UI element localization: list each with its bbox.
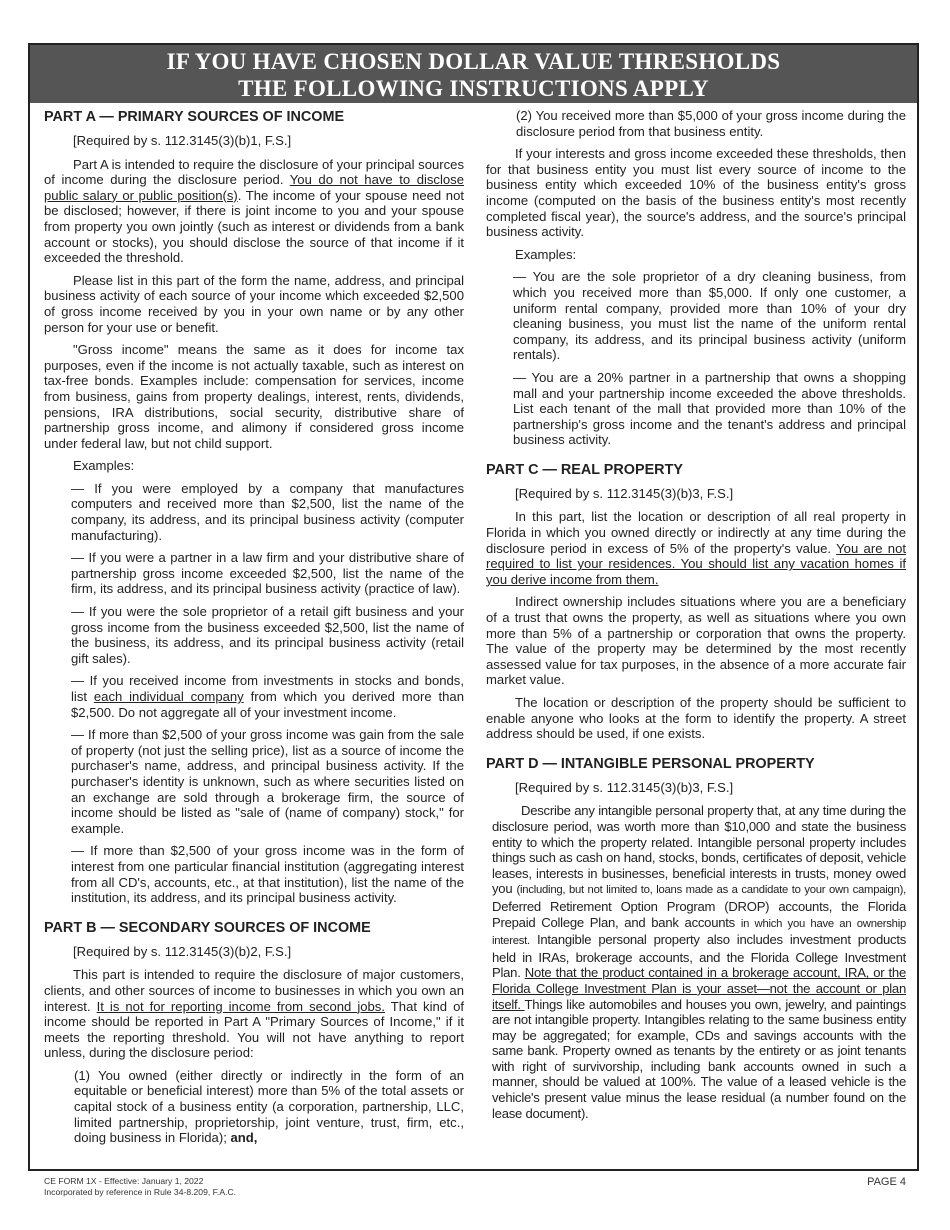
- part-d-paragraph: Describe any intangible personal property that, at any time during the disclosure period, was worth more than $10,000 and state the business entity to which the property related. Intangible personal property includes things such as cash on hand, stocks, bonds, certificates of deposit, vehicle leases, interests in businesses, beneficial interests in trusts, money owed you (including, but not limited to, loans made as a candidate to your own campaign), Deferred Retirement Option Program (DROP) accounts, the Florida Prepaid College Plan, and bank accounts in which you have an ownership interest. Intangible personal property also includes investment products held in IRAs, brokerage accounts, and the Florida College Investment Plan. Note that the product contained in a brokerage account, IRA, or the Florida College Investment Plan is your asset—not the account or plan itself. Things like automobiles and houses you own, jewelry, and paintings are not intangible property. Intangibles relating to the same business entity may be aggregated; for example, CDs and savings accounts with the same bank. Property owned as tenants by the entirety or as joint tenants with right of survivorship, including bank accounts owned in such a manner, should be valued at 100%. The value of a leased vehicle is the vehicle's present value minus the lease residual (a number found on the lease document).: [492, 803, 906, 1121]
- part-c-required: [Required by s. 112.3145(3)(b)3, F.S.]: [515, 485, 734, 501]
- part-a-example-6: — If more than $2,500 of your gross income was in the form of interest from one particular financial institution (aggregating interest from all CD's, accounts, etc., at that institution), list the name of the institution, its address, and its principal business activity.: [71, 843, 464, 906]
- instructions-banner: [30, 45, 917, 103]
- part-a-examples-label: Examples:: [73, 458, 135, 474]
- part-c-paragraph-3: The location or description of the property should be sufficient to enable anyone who looks at the form to identify the property. A street address should be used, if one exists.: [486, 695, 906, 742]
- form-footer: [44, 1176, 236, 1198]
- part-a-example-4: — If you received income from investments in stocks and bonds, list each individual company from which you derived more than $2,500. Do not aggregate all of your investment income.: [71, 673, 464, 720]
- page-number: PAGE 4: [867, 1176, 906, 1188]
- part-b-paragraph-2: If your interests and gross income exceeded these thresholds, then for that business entity you must list every source of income to the business entity which exceeded 10% of the business entity's gross income (computed on the basis of the business entity's most recently completed fiscal year), the source's address, and the source's principal business activity.: [486, 146, 906, 240]
- part-c-paragraph-2: Indirect ownership includes situations where you are a beneficiary of a trust that owns the property, as well as situations where you own more than 5% of a partnership or corporation that owns the property. The value of the property may be determined by the most recently assessed value for tax purposes, in the absence of a more accurate fair market value.: [486, 594, 906, 688]
- part-c-paragraph-1: In this part, list the location or description of all real property in Florida in which you owned directly or indirectly at any time during the disclosure period in excess of 5% of the property's value. You are not required to list your residences. You should list any vacation homes if you derive income from them.: [486, 509, 907, 587]
- part-a-paragraph-1: Part A is intended to require the disclosure of your principal sources of income during the disclosure period. You do not have to disclose public salary or public position(s). The income of your spouse need not be disclosed; however, if there is joint income to you and your spouse from property you own jointly (such as interest or dividends from a bank account or stocks), you should disclose the source of that income if it exceeded the threshold.: [44, 156, 465, 266]
- part-b-item-1: (1) You owned (either directly or indirectly in the form of an equitable or beneficial interest) more than 5% of the total assets or capital stock of a business entity (a corporation, partnership, LLC, limited partnership, proprietorship, joint venture, trust, firm, etc., doing business in Florida); and,: [74, 1067, 464, 1146]
- part-b-required: [Required by s. 112.3145(3)(b)2, F.S.]: [73, 943, 292, 959]
- part-a-example-1: — If you were employed by a company that manufactures computers and received more than $2,500, list the name of the company, its address, and its principal business activity (computer manufacturing).: [71, 480, 464, 543]
- part-a-heading: PART A — PRIMARY SOURCES OF INCOME: [44, 109, 345, 125]
- banner-line-1: IF YOU HAVE CHOSEN DOLLAR VALUE THRESHOLDS: [166, 49, 781, 74]
- left-column: [44, 108, 464, 1153]
- part-b-item-2: (2) You received more than $5,000 of your gross income during the disclosure period from that business entity.: [516, 108, 906, 139]
- part-d-required: [Required by s. 112.3145(3)(b)3, F.S.]: [515, 779, 734, 795]
- part-a-paragraph-3: "Gross income" means the same as it does for income tax purposes, even if the income is not actually taxable, such as interest on tax-free bonds. Examples include: compensation for services, income from business, gains from property dealings, interest, rents, dividends, pensions, IRA distributions, social security, distributive share of partnership gross income, and alimony if considered gross income under federal law, but not child support.: [44, 342, 464, 451]
- part-b-example-2: — You are a 20% partner in a partnership that owns a shopping mall and your partnership income exceeded the above thresholds. List each tenant of the mall that provided more than 10% of the partnership's gross income and the tenant's address and principal business activity.: [513, 369, 906, 448]
- part-b-examples-label: Examples:: [515, 246, 577, 262]
- part-b-paragraph-1: This part is intended to require the disclosure of major customers, clients, and other sources of income to businesses in which you own an interest. It is not for reporting income from second jobs. That kind of income should be reported in Part A "Primary Sources of Income," if it meets the reporting threshold. You will not have anything to report unless, during the disclosure period:: [44, 967, 464, 1061]
- part-a-public-salary-note: You do not have to disclose public salary or public position(s): [44, 172, 465, 203]
- part-a-example-2: — If you were a partner in a law firm and your distributive share of partnership gross income exceeded $2,500, list the name of the firm, its address, and its principal business activity (practice of law).: [71, 550, 464, 597]
- part-b-heading: PART B — SECONDARY SOURCES OF INCOME: [44, 919, 371, 936]
- part-a-required: [Required by s. 112.3145(3)(b)1, F.S.]: [73, 133, 292, 148]
- right-column: [486, 108, 906, 1128]
- part-c-heading: PART C — REAL PROPERTY: [486, 461, 683, 478]
- part-b-example-1: — You are the sole proprietor of a dry cleaning business, from which you received more than $5,000. If only one customer, a uniform rental company, provided more than 10% of your dry cleaning business, you must list the name of the uniform rental company, its address, and its principal business activity (uniform rentals).: [513, 269, 906, 363]
- part-d-heading: PART D — INTANGIBLE PERSONAL PROPERTY: [486, 755, 815, 772]
- rule-reference: Incorporated by reference in Rule 34-8.209, F.A.C.: [44, 1187, 237, 1197]
- form-effective-date: CE FORM 1X - Effective: January 1, 2022: [44, 1176, 204, 1186]
- part-a-paragraph-2: Please list in this part of the form the name, address, and principal business activity of each source of your income which exceeded $2,500 of gross income received by you in your own name or by any other person for your use or benefit.: [44, 272, 464, 335]
- part-a-example-3: — If you were the sole proprietor of a retail gift business and your gross income from the business exceeded $2,500, list the name of the business, its address, and its principal business activity (retail gift sales).: [71, 604, 464, 666]
- part-a-example-5: — If more than $2,500 of your gross income was gain from the sale of property (not just the selling price), list as a source of income the purchaser's name, address, and principal business activity. If the purchaser's identity is unknown, such as where securities listed on an exchange are sold through a brokerage firm, the source of income should be listed as "sale of (name of company) stock," for example.: [71, 727, 464, 836]
- banner-line-2: THE FOLLOWING INSTRUCTIONS APPLY: [238, 76, 709, 101]
